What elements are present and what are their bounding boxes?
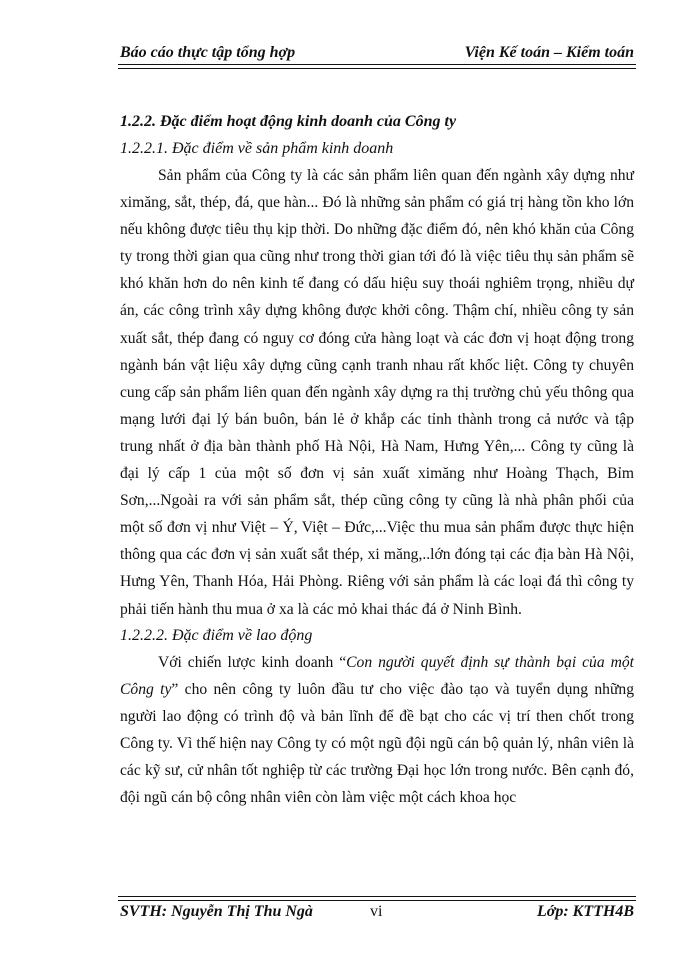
- section-heading: 1.2.2. Đặc điểm hoạt động kinh doanh của Công ty: [120, 113, 457, 130]
- footer-rule-thick: [118, 900, 636, 901]
- page-number: vi: [370, 903, 383, 920]
- paragraph-labor: [120, 649, 634, 812]
- labor-quote: Con người quyết định sự thành bại của một Công ty: [120, 653, 634, 698]
- subsection-heading-labor: 1.2.2.2. Đặc điểm về lao động: [120, 626, 313, 644]
- subsection-heading-products: 1.2.2.1. Đặc điểm về sản phẩm kinh doanh: [120, 140, 394, 157]
- footer-rule-thin: [118, 896, 636, 897]
- footer-student: SVTH: Nguyễn Thị Thu Ngà: [120, 903, 313, 920]
- header-right-title: Viện Kế toán – Kiểm toán: [464, 44, 634, 61]
- labor-text-after: ” cho nên công ty luôn đầu tư cho việc đào tạo và tuyển dụng những người lao động có trình độ và bản lĩnh để đề bạt cho các vị trí then chốt trong Công ty. Vì thế hiện nay Công ty có một ngũ đội ngũ cán bộ quản lý, nhân viên là các kỹ sư, cử nhân tốt nghiệp từ các trường Đại học lớn trong nước. Bên cạnh đó, đội ngũ cán bộ công nhân viên còn làm việc một cách khoa học: [120, 680, 634, 807]
- page-header: [120, 40, 634, 62]
- page-content: [120, 108, 634, 811]
- header-rule-thick: [118, 64, 636, 65]
- footer-class: Lớp: KTTH4B: [536, 903, 634, 920]
- page-footer: [120, 903, 634, 923]
- header-rule-thin: [118, 68, 636, 69]
- header-left-title: Báo cáo thực tập tổng hợp: [120, 44, 296, 61]
- paragraph-products: Sản phẩm của Công ty là các sản phẩm liên quan đến ngành xây dựng như ximăng, sắt, thép, đá, que hàn... Đó là những sản phẩm có giá trị hàng tồn kho lớn nếu không được tiêu thụ kịp thời. Do những đặc điểm đó, nên khó khăn của Công ty trong thời gian qua cũng như trong thời gian tới đó là việc tiêu thụ sản phẩm sẽ khó khăn hơn do nên kinh tế đang có dấu hiệu suy thoái nghiêm trọng, nhiều dự án, các công trình xây dựng không được khởi công. Thậm chí, nhiều công ty sản xuất sắt, thép đang có nguy cơ đóng cửa hàng loạt và các đơn vị hoạt động trong ngành bán vật liệu xây dựng cũng cạnh tranh nhau rất khốc liệt. Công ty chuyên cung cấp sản phẩm liên quan đến ngành xây dựng ra thị trường chủ yếu thông qua mạng lưới đại lý bán buôn, bán lẻ ở khắp các tỉnh thành trong cả nước và tập trung nhất ở địa bàn thành phố Hà Nội, Hà Nam, Hưng Yên,... Công ty cũng là đại lý cấp 1 của một số đơn vị sản xuất ximăng như Hoàng Thạch, Bỉm Sơn,...Ngoài ra với sản phẩm sắt, thép cũng công ty cũng là nhà phân phối của một số đơn vị như Việt – Ý, Việt – Đức,...Việc thu mua sản phẩm được thực hiện thông qua các đơn vị sản xuất sắt thép, xi măng,..lớn đóng tại các địa bàn Hà Nội, Hưng Yên, Thanh Hóa, Hải Phòng. Riêng với sản phẩm là các loại đá thì công ty phải tiến hành thu mua ở xa là các mỏ khai thác đá ở Ninh Bình.: [120, 167, 634, 618]
- labor-text-before: Với chiến lược kinh doanh “: [158, 653, 347, 671]
